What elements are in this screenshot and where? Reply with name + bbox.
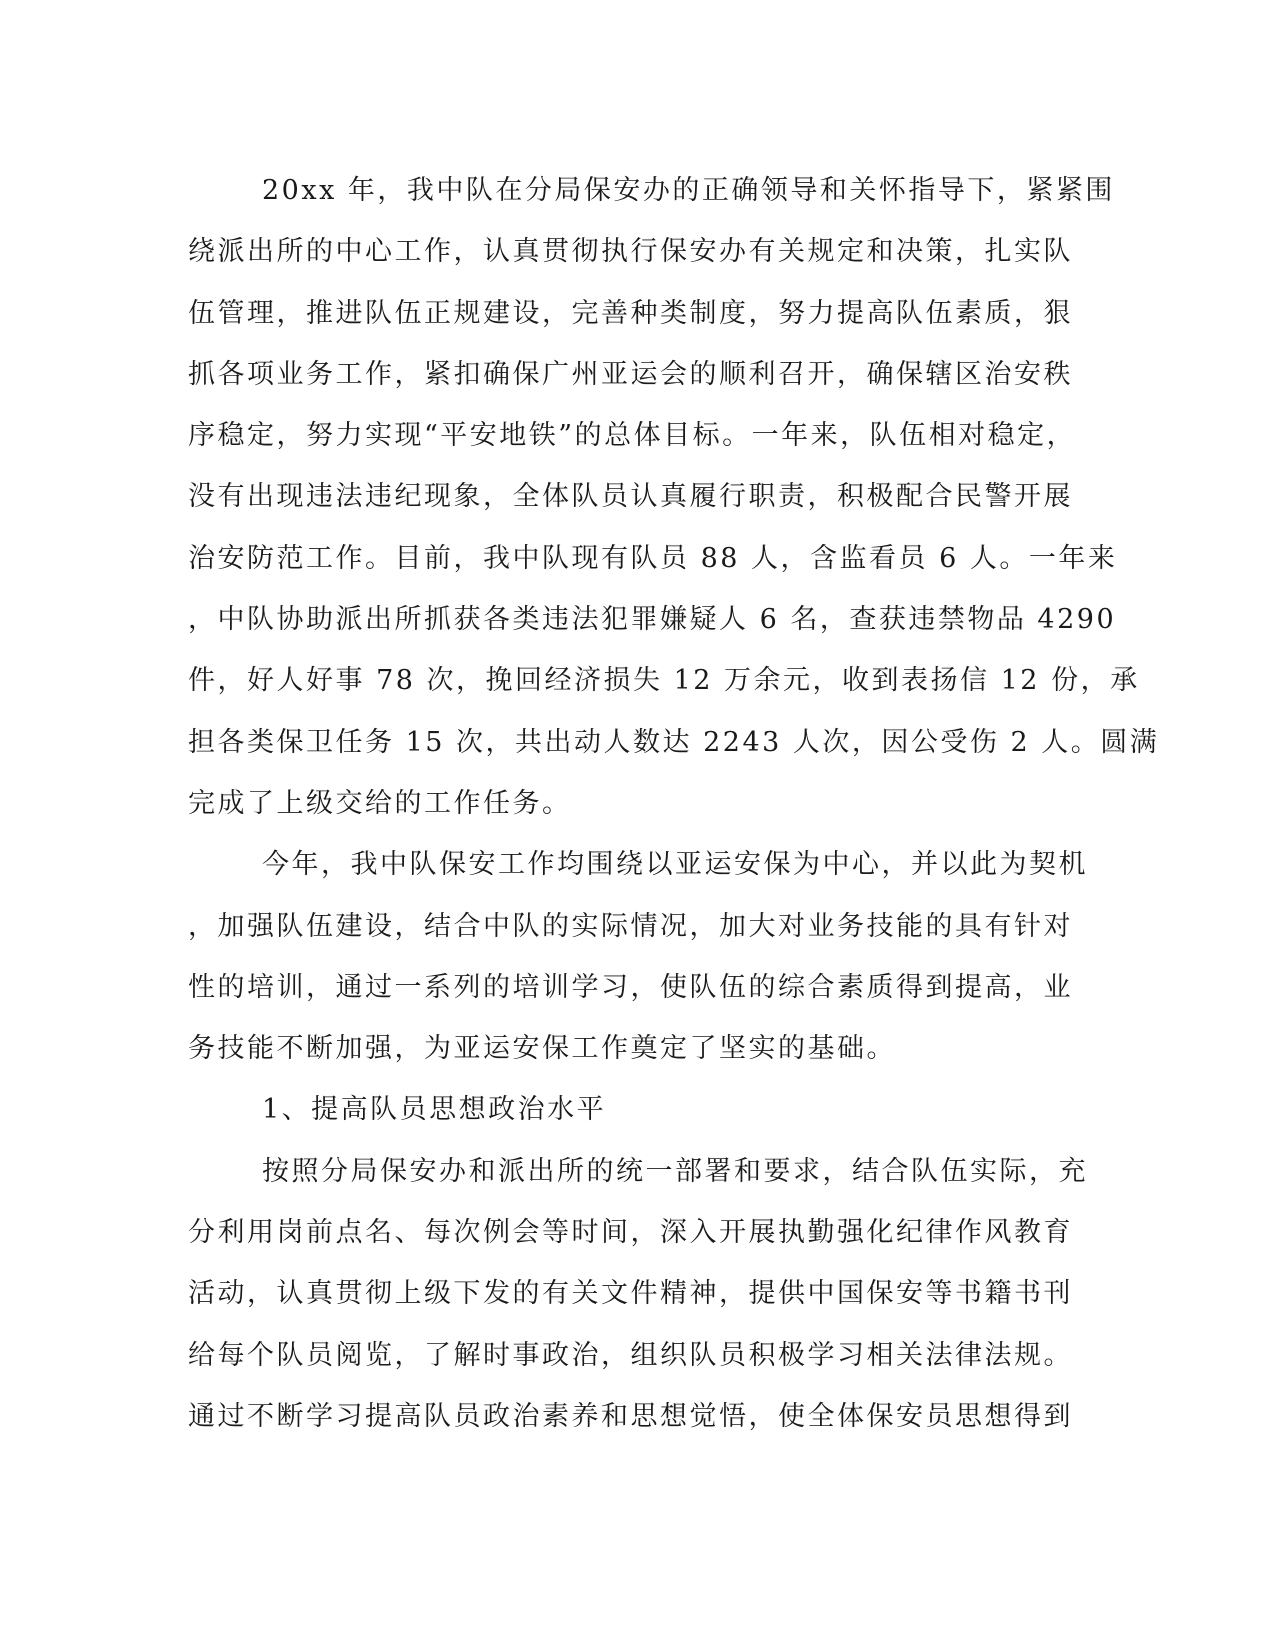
document-body — [188, 160, 1160, 1447]
section-heading: 1、提高队员思想政治水平 — [262, 1094, 607, 1126]
text-line: 今年，我中队保安工作均围绕以亚运安保为中心，并以此为契机 — [262, 849, 1088, 881]
text-line: 分利用岗前点名、每次例会等时间，深入开展执勤强化纪律作风教育 — [188, 1217, 1073, 1249]
text-line: 按照分局保安办和派出所的统一部署和要求，结合队伍实际，充 — [262, 1155, 1088, 1187]
text-line: 20xx 年，我中队在分局保安办的正确领导和关怀指导下，紧紧围 — [262, 175, 1115, 206]
text-line: 完成了上级交给的工作任务。 — [188, 787, 572, 819]
text-line: 通过不断学习提高队员政治素养和思想觉悟，使全体保安员思想得到 — [188, 1400, 1073, 1432]
text-line: 序稳定，努力实现“平安地铁”的总体目标。一年来，队伍相对稳定， — [188, 420, 1077, 452]
text-line: 没有出现违法违纪现象，全体队员认真履行职责，积极配合民警开展 — [188, 481, 1073, 513]
text-line: 活动，认真贯彻上级下发的有关文件精神，提供中国保安等书籍书刊 — [188, 1278, 1073, 1310]
text-line: ，中队协助派出所抓获各类违法犯罪嫌疑人 6 名，查获违禁物品 4290 — [188, 604, 1117, 636]
text-line: 性的培训，通过一系列的培训学习，使队伍的综合素质得到提高，业 — [188, 971, 1073, 1003]
text-line: 绕派出所的中心工作，认真贯彻执行保安办有关规定和决策，扎实队 — [188, 236, 1073, 268]
text-line: 件，好人好事 78 次，挽回经济损失 12 万余元，收到表扬信 12 份，承 — [188, 665, 1140, 697]
text-line: 务技能不断加强，为亚运安保工作奠定了坚实的基础。 — [188, 1033, 896, 1065]
text-line: 给每个队员阅览，了解时事政治，组织队员积极学习相关法律法规。 — [188, 1339, 1073, 1371]
text-line: 担各类保卫任务 15 次，共出动人数达 2243 人次，因公受伤 2 人。圆满 — [188, 726, 1160, 758]
text-line: 治安防范工作。目前，我中队现有队员 88 人，含监看员 6 人。一年来 — [188, 542, 1118, 574]
text-line: 抓各项业务工作，紧扣确保广州亚运会的顺利召开，确保辖区治安秩 — [188, 358, 1073, 390]
text-line: 伍管理，推进队伍正规建设，完善种类制度，努力提高队伍素质，狠 — [188, 297, 1073, 329]
text-line: ，加强队伍建设，结合中队的实际情况，加大对业务技能的具有针对 — [188, 910, 1073, 942]
